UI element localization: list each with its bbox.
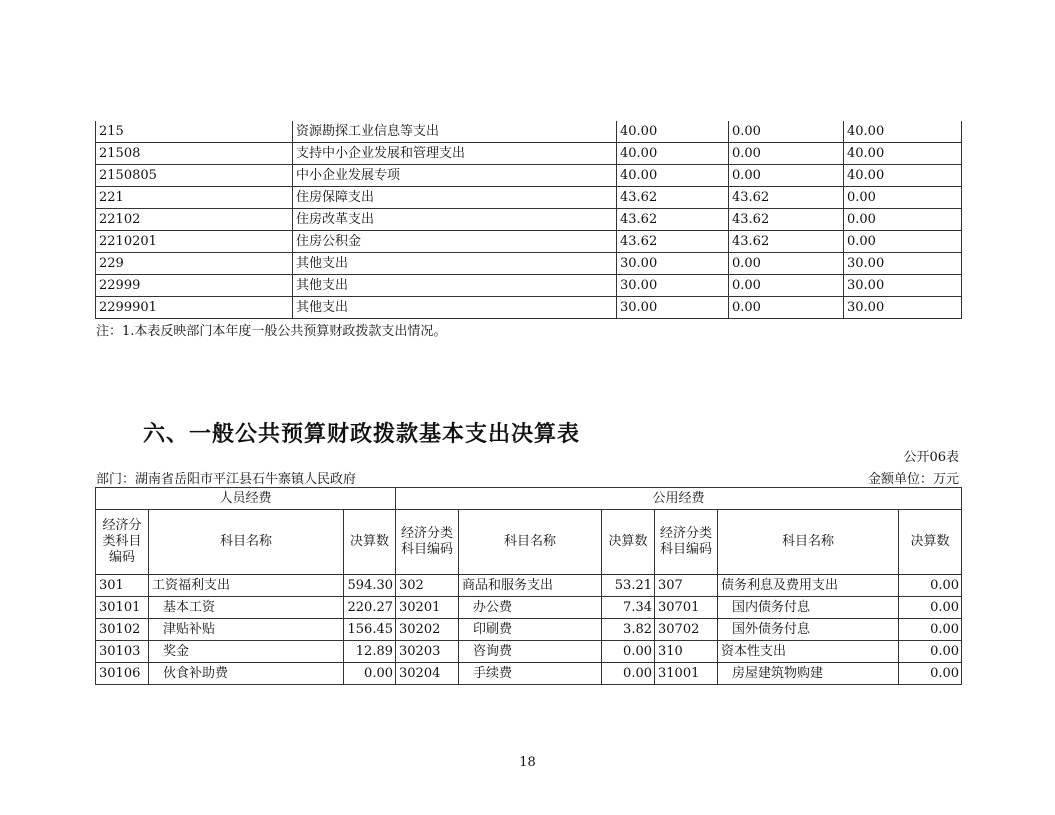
total-amount: 30.00 [617,297,729,319]
subject-name: 津贴补贴 [149,619,344,641]
economic-code-header: 经济分类科目编码 [96,510,149,575]
basic-amount: 0.00 [729,165,844,187]
project-amount: 40.00 [844,165,962,187]
amount-unit-label: 金额单位：万元 [867,472,959,487]
subject-name: 其他支出 [293,275,617,297]
table-row [96,231,962,253]
final-amount: 53.21 [602,575,655,597]
subject-code: 21508 [96,143,293,165]
final-amount-header: 决算数 [602,510,655,575]
subject-code: 2299901 [96,297,293,319]
final-amount: 220.27 [344,597,396,619]
table-row [96,641,962,663]
subject-name: 基本工资 [149,597,344,619]
personnel-expenses-header: 人员经费 [96,488,396,510]
final-amount: 0.00 [899,575,962,597]
subject-name: 办公费 [459,597,602,619]
subject-code: 215 [96,121,293,143]
subject-name: 其他支出 [293,297,617,319]
table-row [96,187,962,209]
economic-code: 30106 [96,663,149,685]
total-amount: 43.62 [617,209,729,231]
subject-name: 咨询费 [459,641,602,663]
project-amount: 0.00 [844,231,962,253]
subject-name: 印刷费 [459,619,602,641]
subject-name: 债务利息及费用支出 [718,575,899,597]
project-amount: 40.00 [844,143,962,165]
final-amount: 594.30 [344,575,396,597]
subject-name: 房屋建筑物购建 [718,663,899,685]
economic-code: 30102 [96,619,149,641]
basic-amount: 43.62 [729,231,844,253]
project-amount: 30.00 [844,253,962,275]
economic-code: 30204 [396,663,459,685]
table-row [96,253,962,275]
subject-name: 商品和服务支出 [459,575,602,597]
basic-expenditure-table [95,487,962,685]
subject-name: 住房公积金 [293,231,617,253]
subject-name: 国内债务付息 [718,597,899,619]
table-row [96,597,962,619]
basic-amount: 43.62 [729,187,844,209]
economic-code: 30101 [96,597,149,619]
table-row [96,619,962,641]
economic-code: 301 [96,575,149,597]
table-row [96,209,962,231]
total-amount: 30.00 [617,253,729,275]
total-amount: 30.00 [617,275,729,297]
subject-name-header: 科目名称 [718,510,899,575]
final-amount: 0.00 [899,641,962,663]
project-amount: 0.00 [844,187,962,209]
economic-code: 310 [655,641,718,663]
subject-name: 手续费 [459,663,602,685]
final-amount-header: 决算数 [899,510,962,575]
public-expenses-header: 公用经费 [396,488,962,510]
final-amount: 156.45 [344,619,396,641]
basic-amount: 0.00 [729,253,844,275]
final-amount-header: 决算数 [344,510,396,575]
page-number: 18 [519,755,536,770]
final-amount: 0.00 [899,619,962,641]
table-row [96,165,962,187]
economic-code: 30201 [396,597,459,619]
economic-code: 30202 [396,619,459,641]
section-title: 六、一般公共预算财政拨款基本支出决算表 [143,422,581,447]
subject-name: 伙食补助费 [149,663,344,685]
economic-code-header: 经济分类科目编码 [396,510,459,575]
subject-code: 2210201 [96,231,293,253]
final-amount: 0.00 [344,663,396,685]
final-amount: 12.89 [344,641,396,663]
table-note: 注：1.本表反映部门本年度一般公共预算财政拨款支出情况。 [96,324,447,339]
table-row [96,275,962,297]
table-row [96,121,962,143]
general-budget-expenditure-table [95,121,962,319]
basic-amount: 43.62 [729,209,844,231]
column-header-row [96,510,962,575]
subject-name: 资源勘探工业信息等支出 [293,121,617,143]
form-number: 公开06表 [903,450,959,465]
subject-code: 229 [96,253,293,275]
economic-code: 307 [655,575,718,597]
department-label: 部门：湖南省岳阳市平江县石牛寨镇人民政府 [96,472,357,487]
economic-code: 30701 [655,597,718,619]
subject-name: 住房保障支出 [293,187,617,209]
basic-amount: 0.00 [729,297,844,319]
economic-code: 302 [396,575,459,597]
subject-code: 2150805 [96,165,293,187]
project-amount: 0.00 [844,209,962,231]
economic-code: 30702 [655,619,718,641]
economic-code: 31001 [655,663,718,685]
total-amount: 43.62 [617,187,729,209]
total-amount: 40.00 [617,143,729,165]
subject-name: 奖金 [149,641,344,663]
group-header-row [96,488,962,510]
subject-name: 国外债务付息 [718,619,899,641]
subject-code: 22999 [96,275,293,297]
basic-amount: 0.00 [729,121,844,143]
subject-name: 中小企业发展专项 [293,165,617,187]
final-amount: 0.00 [602,663,655,685]
total-amount: 43.62 [617,231,729,253]
total-amount: 40.00 [617,165,729,187]
subject-name-header: 科目名称 [149,510,344,575]
project-amount: 40.00 [844,121,962,143]
basic-amount: 0.00 [729,143,844,165]
subject-name: 其他支出 [293,253,617,275]
subject-name: 住房改革支出 [293,209,617,231]
table-row [96,297,962,319]
basic-amount: 0.00 [729,275,844,297]
table-row [96,575,962,597]
project-amount: 30.00 [844,275,962,297]
economic-code: 30103 [96,641,149,663]
final-amount: 0.00 [602,641,655,663]
subject-name: 支持中小企业发展和管理支出 [293,143,617,165]
table-row [96,143,962,165]
total-amount: 40.00 [617,121,729,143]
subject-code: 22102 [96,209,293,231]
final-amount: 3.82 [602,619,655,641]
project-amount: 30.00 [844,297,962,319]
subject-name: 工资福利支出 [149,575,344,597]
final-amount: 0.00 [899,663,962,685]
subject-code: 221 [96,187,293,209]
table-row [96,663,962,685]
subject-name: 资本性支出 [718,641,899,663]
economic-code-header: 经济分类科目编码 [655,510,718,575]
economic-code: 30203 [396,641,459,663]
final-amount: 0.00 [899,597,962,619]
subject-name-header: 科目名称 [459,510,602,575]
final-amount: 7.34 [602,597,655,619]
